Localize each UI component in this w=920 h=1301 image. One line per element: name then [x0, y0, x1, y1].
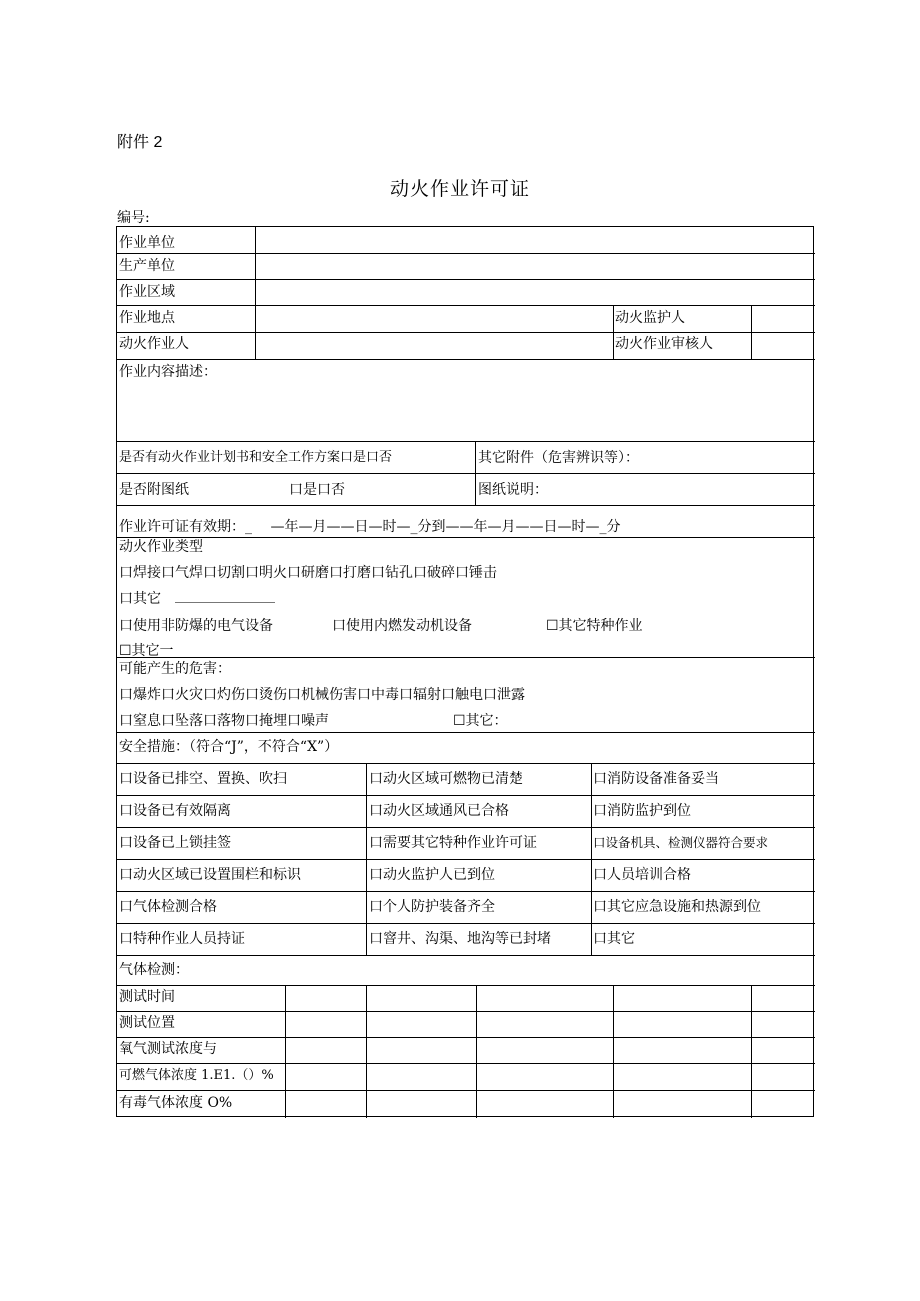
safety-item: 口窨井、沟渠、地沟等已封堵: [369, 931, 551, 947]
safety-item: 口需要其它特种作业许可证: [369, 835, 537, 851]
work-location-label: 作业地点: [119, 310, 175, 326]
gas-row-label: 氧气测试浓度与: [119, 1041, 217, 1057]
fire-type-electrical: 口使用非防爆的电气设备: [119, 618, 273, 634]
fire-type-heading: 动火作业类型: [119, 539, 203, 555]
plan-question: 是否有动火作业计划书和安全工作方案口是口否: [119, 450, 393, 465]
safety-item: 口设备已上锁挂签: [119, 835, 231, 851]
safety-heading: 安全措施：（符合“J”，不符合“X”）: [119, 739, 339, 755]
safety-item: 口设备机具、检测仪器符合要求: [593, 835, 769, 850]
safety-item: 口个人防护装备齐全: [369, 899, 495, 915]
fire-type-options: 口焊接口气焊口切割口明火口研磨口打磨口钻孔口破碎口锤击: [119, 565, 497, 581]
hazards-line-two: 口窒息口坠落口落物口掩埋口噪声: [119, 713, 329, 729]
page-title: 动火作业许可证: [389, 178, 530, 200]
safety-item: 口动火区域已设置围栏和标识: [119, 867, 301, 883]
drawing-description-label: 图纸说明：: [478, 482, 548, 498]
fire-type-other-blank: [175, 592, 275, 603]
safety-item: 口设备已有效隔离: [119, 803, 231, 819]
safety-item: 口动火监护人已到位: [369, 867, 495, 883]
fire-type-other-two: ☐其它一: [119, 643, 174, 659]
fire-type-special: ☐其它特种作业: [546, 618, 643, 634]
validity-period: 作业许可证有效期：_ —年—月——日—时—_分到——年—月——日—时—_分: [119, 519, 621, 535]
safety-item: 口动火区域通风已合格: [369, 803, 509, 819]
hazards-line-one: 口爆炸口火灾口灼伤口烫伤口机械伤害口中毒口辐射口触电口泄露: [119, 687, 525, 703]
safety-item: 口人员培训合格: [593, 867, 691, 883]
content-description-label: 作业内容描述：: [119, 364, 217, 380]
gas-row-label: 测试位置: [119, 1015, 175, 1031]
other-attachments-label: 其它附件（危害辨识等）：: [478, 450, 639, 466]
safety-item: 口其它: [593, 931, 635, 947]
fire-work-permit-form: [116, 226, 814, 1117]
safety-item: 口特种作业人员持证: [119, 931, 245, 947]
drawing-question: 是否附图纸: [119, 482, 189, 498]
safety-item: 口气体检测合格: [119, 899, 217, 915]
safety-item: 口设备已排空、置换、吹扫: [119, 771, 287, 787]
work-area-label: 作业区域: [119, 284, 175, 300]
hazards-other: ☐其它：: [453, 713, 508, 729]
gas-detection-heading: 气体检测：: [119, 962, 189, 978]
attachment-label: 附件 2: [117, 134, 163, 151]
fire-guardian-label: 动火监护人: [615, 310, 685, 326]
safety-item: 口消防设备准备妥当: [593, 771, 719, 787]
safety-item: 口其它应急设施和热源到位: [593, 899, 761, 915]
drawing-yes-no: 口是口否: [289, 482, 345, 498]
safety-item: 口动火区域可燃物已清楚: [369, 771, 523, 787]
production-unit-label: 生产单位: [119, 258, 175, 274]
work-unit-label: 作业单位: [119, 235, 175, 251]
hazards-heading: 可能产生的危害：: [119, 661, 231, 677]
fire-type-other: [119, 591, 275, 607]
serial-number-label: 编号:: [117, 210, 150, 226]
gas-row-label: 可燃气体浓度 1.E1.（）%: [119, 1068, 274, 1083]
gas-row-label: 有毒气体浓度 O%: [119, 1095, 233, 1111]
fire-type-other-label: 口其它: [119, 591, 161, 607]
fire-reviewer-label: 动火作业审核人: [615, 336, 713, 352]
safety-item: 口消防监护到位: [593, 803, 691, 819]
fire-type-combustion: 口使用内燃发动机设备: [332, 618, 472, 634]
fire-worker-label: 动火作业人: [119, 336, 189, 352]
gas-row-label: 测试时间: [119, 989, 175, 1005]
